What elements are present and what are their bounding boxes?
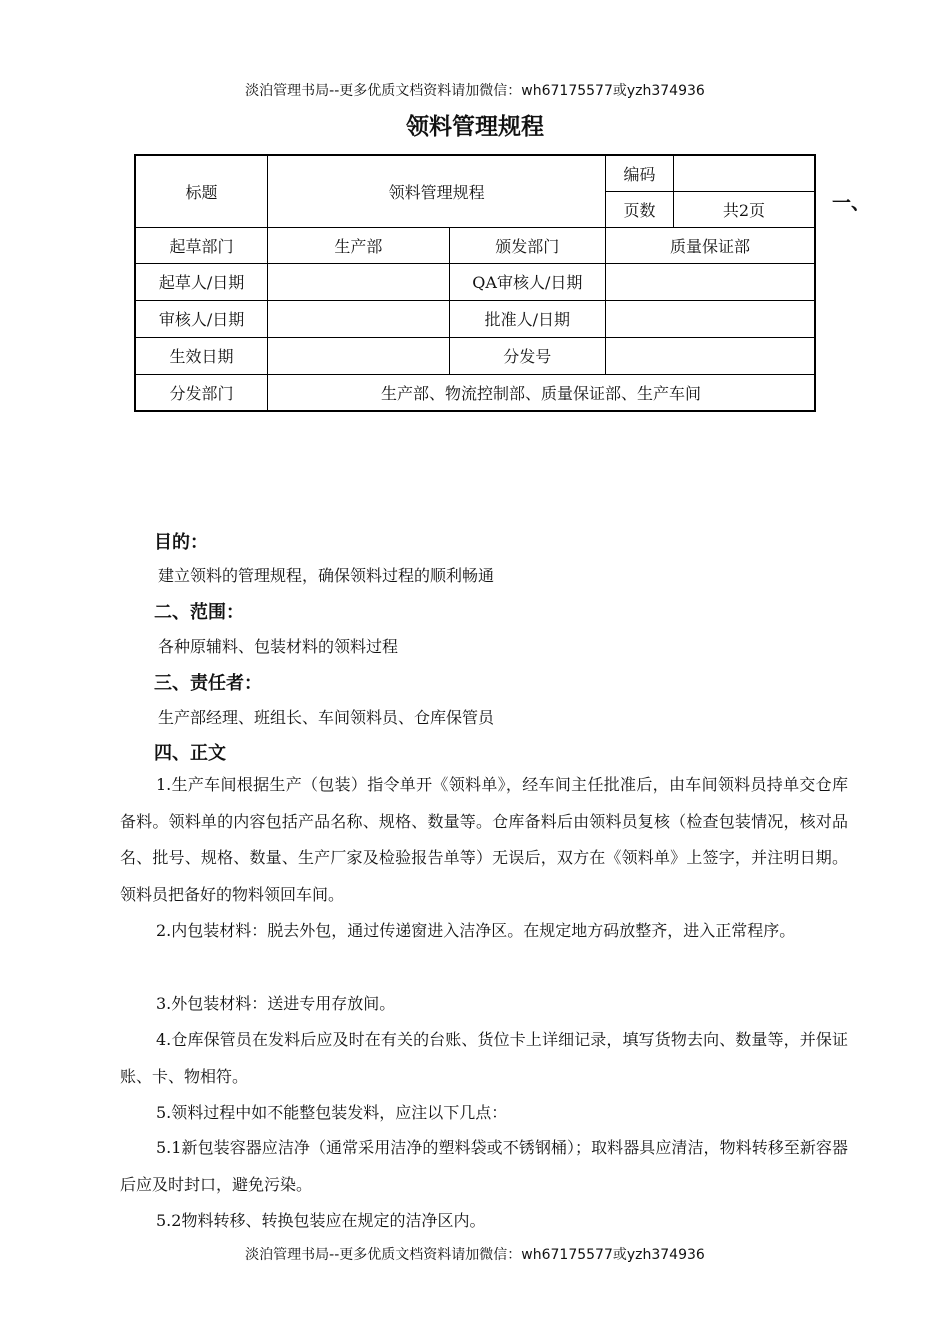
body-paragraph-5-2: 5.2物料转移、转换包装应在规定的洁净区内。 xyxy=(156,1211,486,1230)
value-code xyxy=(673,155,815,191)
purpose-text: 建立领料的管理规程，确保领料过程的顺利畅通 xyxy=(158,566,495,585)
value-drafter xyxy=(268,263,449,300)
label-issue-dept: 颁发部门 xyxy=(449,227,606,263)
value-approver xyxy=(606,300,815,337)
body-paragraph-5: 5.领料过程中如不能整包装发料，应注以下几点： xyxy=(156,1103,508,1122)
label-effective-date: 生效日期 xyxy=(135,337,268,374)
body-paragraph-4: 4.仓库保管员在发料后应及时在有关的台账、货位卡上详细记录，填写货物去向、数量等，并保证账、卡、物相符。 xyxy=(120,1030,848,1086)
header-note: 淡泊管理书局--更多优质文档资料请加微信：wh67175577或yzh374936 xyxy=(245,83,705,99)
label-distribution-no: 分发号 xyxy=(449,337,606,374)
responsible-heading: 三、责任者： xyxy=(154,673,262,694)
section-one-marker: 一、 xyxy=(832,192,871,214)
body-heading: 四、正文 xyxy=(154,743,226,764)
value-qa xyxy=(606,263,815,300)
value-distribution-no xyxy=(606,337,815,374)
label-qa: QA审核人/日期 xyxy=(449,263,606,300)
label-approver: 批准人/日期 xyxy=(449,300,606,337)
label-code: 编码 xyxy=(606,155,674,191)
footer-note: 淡泊管理书局--更多优质文档资料请加微信：wh67175577或yzh374936 xyxy=(245,1247,705,1263)
body-paragraph-1: 1.生产车间根据生产（包装）指令单开《领料单》，经车间主任批准后，由车间领料员持单交仓库备料。领料单的内容包括产品名称、规格、数量等。仓库备料后由领料员复核（检查包装情况，核对品名、批号、规格、数量、生产厂家及检验报告单等）无误后，双方在《领料单》上签字，并注明日期。领料员把备好的物料领回车间。 xyxy=(120,775,848,904)
body-paragraph-5-1: 5.1新包装容器应洁净（通常采用洁净的塑料袋或不锈钢桶）；取料器具应清洁，物料转移至新容器后应及时封口，避免污染。 xyxy=(120,1138,848,1194)
label-distribution-dept: 分发部门 xyxy=(135,374,268,411)
body-paragraph-2: 2.内包装材料：脱去外包，通过传递窗进入洁净区。在规定地方码放整齐，进入正常程序。 xyxy=(156,921,796,940)
value-reviewer xyxy=(268,300,449,337)
label-reviewer: 审核人/日期 xyxy=(135,300,268,337)
value-title: 领料管理规程 xyxy=(268,155,606,227)
scope-heading: 二、范围： xyxy=(154,602,244,623)
value-issue-dept: 质量保证部 xyxy=(606,227,815,263)
label-pages: 页数 xyxy=(606,191,674,227)
value-pages: 共2页 xyxy=(673,191,815,227)
label-draft-dept: 起草部门 xyxy=(135,227,268,263)
purpose-heading: 目的： xyxy=(154,532,208,553)
document-info-table xyxy=(134,154,816,412)
value-distribution-dept: 生产部、物流控制部、质量保证部、生产车间 xyxy=(268,374,815,411)
label-drafter: 起草人/日期 xyxy=(135,263,268,300)
value-effective-date xyxy=(268,337,449,374)
label-title: 标题 xyxy=(135,155,268,227)
scope-text: 各种原辅料、包装材料的领料过程 xyxy=(158,637,399,656)
body-paragraph-3: 3.外包装材料：送进专用存放间。 xyxy=(156,994,396,1013)
responsible-text: 生产部经理、班组长、车间领料员、仓库保管员 xyxy=(158,708,495,727)
value-draft-dept: 生产部 xyxy=(268,227,449,263)
document-title: 领料管理规程 xyxy=(406,114,544,140)
